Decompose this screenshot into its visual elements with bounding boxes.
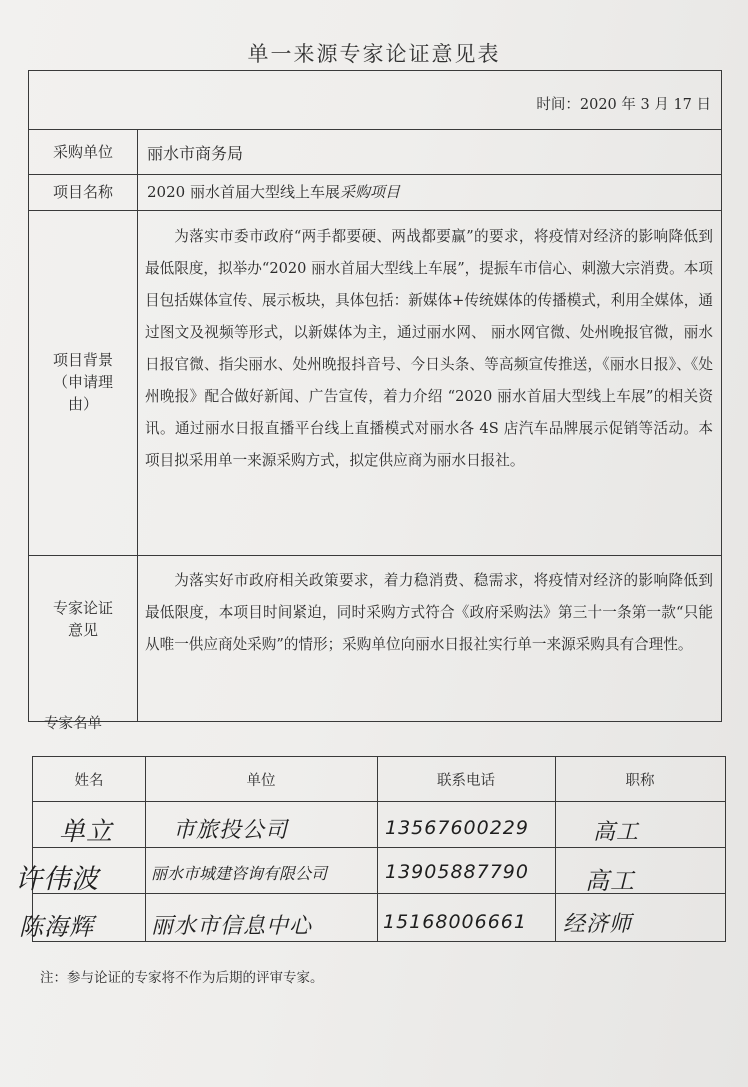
expert-1-name: 单立 <box>59 817 114 847</box>
date-field: 时间：2020 年 3 月 17 日 <box>536 97 711 113</box>
header-unit: 单位 <box>246 773 276 789</box>
expert-1-phone: 13567600229 <box>385 817 529 839</box>
project-name-label: 项目名称 <box>52 183 113 201</box>
project-name-value <box>147 181 400 202</box>
row-divider <box>29 555 721 556</box>
expert-3-title: 经济师 <box>563 912 633 937</box>
row-divider <box>29 174 721 175</box>
expert-1-unit: 市旅投公司 <box>173 818 289 843</box>
row-divider <box>29 210 721 211</box>
opinion-label: 专家论证意见 <box>52 599 113 639</box>
expert-2-title: 高工 <box>585 867 635 895</box>
row-divider <box>33 847 725 848</box>
column-divider <box>137 129 138 721</box>
header-name: 姓名 <box>74 773 104 789</box>
opinion-text: 为落实好市政府相关政策要求，着力稳消费、稳需求，将疫情对经济的影响降低到最低限度，本项目时间紧迫，同时采购方式符合《政府采购法》第三十一条第一款“只能从唯一供应商处采购”的情形；采购单位向丽水日报社实行单一来源采购具有合理性。 <box>145 572 713 653</box>
row-divider <box>33 801 725 802</box>
expert-3-phone: 15168006661 <box>383 911 527 933</box>
purchaser-value: 丽水市商务局 <box>147 144 244 163</box>
project-name-printed: 2020 丽水首届大型线上车展 <box>147 183 340 201</box>
row-divider <box>29 129 721 130</box>
project-name-handwritten: 采购项目 <box>339 183 400 201</box>
expert-table <box>15 756 726 942</box>
expert-2-name: 许伟波 <box>15 864 99 895</box>
expert-3-name: 陈海辉 <box>19 913 94 941</box>
expert-1-title: 高工 <box>593 820 640 845</box>
expert-2-unit: 丽水市城建咨询有限公司 <box>151 864 328 883</box>
expert-list-title: 专家名单 <box>44 716 102 732</box>
background-label: 项目背景（申请理由） <box>52 351 113 413</box>
header-title: 职称 <box>625 773 655 789</box>
expert-3-unit: 丽水市信息中心 <box>151 914 313 939</box>
header-phone: 联系电话 <box>437 773 495 789</box>
purchaser-label: 采购单位 <box>52 143 113 161</box>
expert-2-phone: 13905887790 <box>385 861 529 883</box>
background-text: 为落实市委市政府“两手都要硬、两战都要赢”的要求，将疫情对经济的影响降低到最低限度，拟举办“2020 丽水首届大型线上车展”，提振车市信心、刺激大宗消费。本项目包括媒体宣传、展示板块，具体包括：新媒体+传统媒体的传播模式，利用全媒体，通过图文及视频等形式，以新媒体为主，通过丽水网、 丽水网官微、处州晚报官微，丽水日报官微、指尖丽水、处州晚报抖音号、今日头条、等高频宣传推送，《丽水日报》、《处州晚报》配合做好新闻、广告宣传，着力介绍 “2020 丽水首届大型线上车展”的相关资讯。通过丽水日报直播平台线上直播模式对丽水各 4S 店汽车品牌展示促销等活动。本项目拟采用单一来源采购方式，拟定供应商为丽水日报社。 <box>145 228 713 469</box>
footnote: 注：参与论证的专家将不作为后期的评审专家。 <box>40 970 324 986</box>
document-title: 单一来源专家论证意见表 <box>247 42 501 66</box>
form-table <box>28 70 722 722</box>
